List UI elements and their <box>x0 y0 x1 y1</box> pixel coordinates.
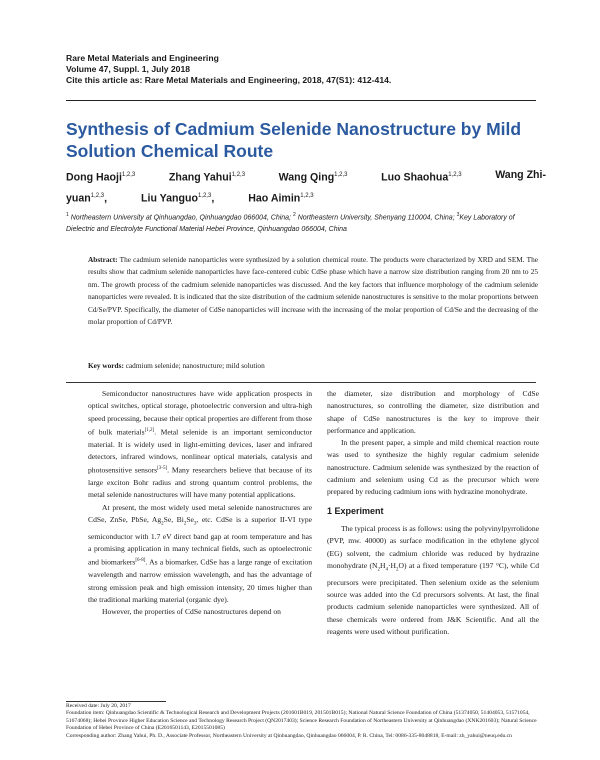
right-column <box>327 388 539 638</box>
author: Wang Zhi- <box>495 169 546 181</box>
paragraph: However, the properties of CdSe nanostructures depend on <box>102 607 281 617</box>
section-heading: 1 Experiment <box>327 505 384 516</box>
keywords-label: Key words: <box>88 361 124 370</box>
left-column <box>88 388 312 618</box>
footnote-rule <box>66 701 166 702</box>
received-date: Received date: July 20, 2017 <box>66 703 131 709</box>
keywords-text: cadmium selenide; nanostructure; mild solution <box>125 361 265 370</box>
paragraph: The typical process is as follows: using the polyvinylpyrrolidone (PVP, mw. 40000) as surface modification in the ethylene glycol (EG) solvent, the cadmium chloride was reduced by hydrazine monohydrate $(N_2H_4\cdot H_2O)$ at a fixed temperature (197 °C), while Cd precursors were precipitated. Then selenium oxide as the selenium source was added into the Cd precursors solvents. At last, the final products cadmium selenide nanoparticles were synthesized. All of these chemicals were ordered from J&K Scientific. And all the reagents were used without purification. <box>327 523 539 636</box>
affiliations: $^1$ Northeastern University at Qinhuangdao, Qinhuangdao 066004, China; $^2$ Northeastern University, Shenyang 110004, China; $^3$Key Laboratory of Dielectric and Electrolyte Functional Material Hebei Province, Qinhuangdao 066004, China <box>66 212 515 233</box>
paragraph: Semiconductor nanostructures have wide application prospects in optical switches, optical storage, photoelectric conversion and ultra-high speed processing, because their optical properties are different from those of bulk materials[1,2]. Metal selenide is an important semiconductor material. It is widely used in light-emitting devices, laser and infrared detectors, infrared windows, nonlinear optical materials, catalysis and photosensitive sensors[3-5]. Many researchers believe that because of its large exciton Bohr radius and strong quantum control problems, the metal selenide nanostructures will have many potential applications. <box>88 389 312 500</box>
abstract-text: The cadmium selenide nanoparticles were synthesized by a solution chemical route. The products were characterized by XRD and SEM. The results show that cadmium selenide nanoparticles have face-centered cubic CdSe phase which have a narrow size distribution ranging from 20 nm to 25 nm. The growth process of the cadmium selenide nanoparticles was discussed. And the key factors that influence morphology of the cadmium selenide nanoparticles were revealed. It is indicated that the size distribution of the cadmium selenide nanostructures is sensitive to the molar proportions between Cd/Se/PVP. Specifically, the diameter of CdSe nanoparticles will increase with the increasing of the molar proportion of Cd/Se and the decreasing of the molar proportion of Cd/PVP. <box>88 255 538 327</box>
author-row-2 <box>66 187 546 208</box>
abstract-label: Abstract: <box>88 255 118 264</box>
paragraph: In the present paper, a simple and mild chemical reaction route was used to synthesize the highly regular cadmium selenide nanostructure. Cadmium selenide was synthesized by the reaction of cadmium and selenium using Cd as the precursor which were prepared by reducing cadmium ions with hydrazine monohydrate. <box>327 438 539 497</box>
footnotes <box>66 703 538 740</box>
abstract-rule <box>66 382 536 383</box>
paragraph: the diameter, size distribution and morphology of CdSe nanostructures, so controlling the diameter, size distribution and shape of CdSe nanostructures is the key to improve their performance and application. <box>327 389 539 435</box>
abstract <box>88 254 538 328</box>
author: Zhang Yahui$^{1,2,3}$ <box>168 171 246 184</box>
author: Luo Shaohua$^{1,2,3}$ <box>381 171 462 184</box>
author: Wang Qing$^{1,2,3}$ <box>278 171 348 184</box>
author: Liu Yanguo$^{1,2,3}$, <box>141 192 215 205</box>
paper-title: Synthesis of Cadmium Selenide Nanostructure by Mild Solution Chemical Route <box>66 119 522 161</box>
foundation-item: Foundation item: Qinhuangdao Scientific & Technological Research and Development Projects (201601B019, 201501B015); National Natural Science Foundation of China (51374050, 51404053, 51571054, 51674068); Hebei Province Higher Education Science and Technology Research Project (QN2017403); Science Research Foundation of Northeastern University at Qinhuangdao (XNK201603); Natural Science Foundation of Hebei Province of China (E2016501143, E2015501085) <box>66 710 537 732</box>
author-list <box>66 166 546 207</box>
journal-citation: Cite this article as: Rare Metal Materials and Engineering, 2018, 47(S1): 412-414. <box>66 75 392 85</box>
author: yuan$^{1,2,3}$, <box>66 192 108 205</box>
header-rule <box>66 100 536 101</box>
author: Hao Aimin$^{1,2,3}$ <box>248 192 314 205</box>
paragraph: At present, the most widely used metal selenide nanostructures are CdSe, ZnSe, PbSe, $Ag_2Se$, $Bi_2Se_3$, etc. CdSe is a superior II-VI type semiconductor with 1.7 eV direct band gap at room temperature and has a promising application in many technical fields, such as optoelectronic and biomarkers[6-8]. As a biomarker, CdSe has a large range of excitation wavelength and narrow emission wavelength, and has the advantage of strong emission peak and high emission intensity, 20 times higher than the traditional marking material (organic dye). <box>88 502 312 604</box>
author-row-1 <box>66 166 546 187</box>
author: Dong Haoji$^{1,2,3}$ <box>66 171 136 184</box>
corresponding-author: Corresponding author: Zhang Yahui, Ph. D., Associate Professor, Northeastern University at Qinhuangdao, Qinhuangdao 066004, P. R. China, Tel: 0086-335-8048818, E-mail: zh_yahui@neuq.edu.cn <box>66 732 512 739</box>
journal-volume: Volume 47, Suppl. 1, July 2018 <box>66 64 191 74</box>
journal-name: Rare Metal Materials and Engineering <box>66 53 219 63</box>
journal-header <box>66 53 391 86</box>
keywords <box>88 361 538 371</box>
